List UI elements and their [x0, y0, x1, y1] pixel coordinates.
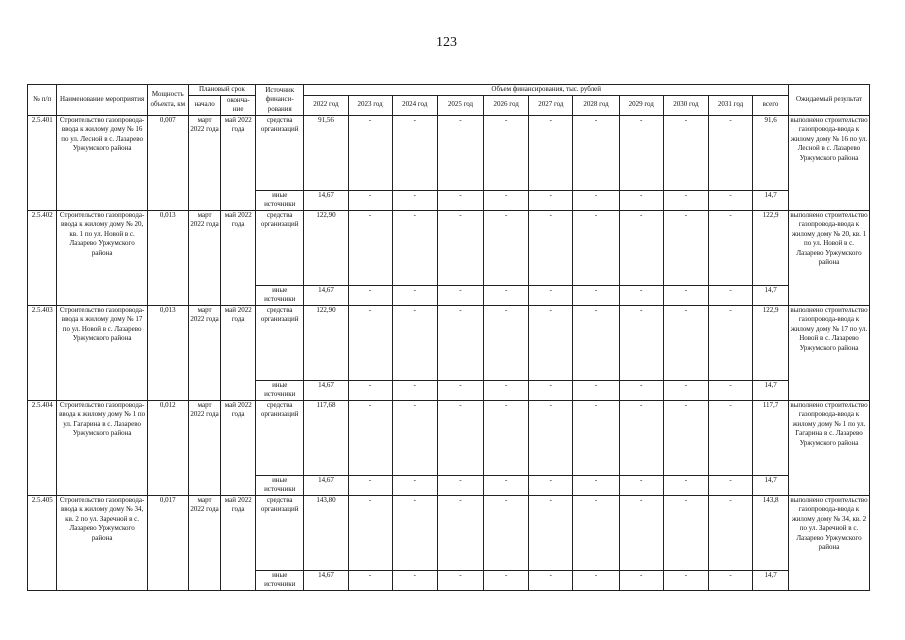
- row-value-year: -: [392, 305, 437, 380]
- row-capacity: 0,013: [147, 305, 188, 400]
- row-value-year: -: [348, 570, 392, 590]
- row-capacity: 0,013: [147, 210, 188, 305]
- table-row: [28, 400, 870, 475]
- row-value-year: -: [437, 115, 483, 190]
- row-value-year: -: [437, 475, 483, 495]
- row-value-2022: 122,90: [304, 210, 348, 285]
- row-value-year: -: [573, 400, 619, 475]
- row-start: март 2022 года: [188, 210, 221, 305]
- header-year: 2031 год: [708, 95, 752, 115]
- row-value-year: -: [573, 210, 619, 285]
- row-value-year: -: [573, 190, 619, 210]
- row-value-year: -: [663, 190, 708, 210]
- table-row: [28, 495, 870, 570]
- row-value-year: -: [392, 495, 437, 570]
- row-value-year: -: [392, 400, 437, 475]
- row-total: 14,7: [753, 475, 789, 495]
- row-result: выполнено строительство газопровода-ввода к жилому дому № 17 по ул. Новой в с. Лазарево Уржумского района: [789, 305, 870, 400]
- header-name: Наименование мероприятия: [57, 85, 147, 116]
- row-value-year: -: [529, 380, 573, 400]
- row-value-year: -: [529, 475, 573, 495]
- row-source: иные источники: [256, 570, 304, 590]
- row-value-year: -: [619, 305, 663, 380]
- row-value-year: -: [573, 475, 619, 495]
- row-value-2022: 117,68: [304, 400, 348, 475]
- row-value-year: -: [348, 190, 392, 210]
- row-value-year: -: [392, 190, 437, 210]
- row-result: выполнено строительство газопровода-ввода к жилому дому № 1 по ул. Гагарина в с. Лазарево Уржумского района: [789, 400, 870, 495]
- row-value-year: -: [619, 190, 663, 210]
- header-volume: Объем финансирования, тыс. рублей: [304, 85, 789, 96]
- row-value-year: -: [663, 115, 708, 190]
- row-value-year: -: [708, 210, 752, 285]
- row-value-year: -: [619, 495, 663, 570]
- row-total: 14,7: [753, 380, 789, 400]
- row-source: средства организаций: [256, 495, 304, 570]
- financing-table: [27, 84, 870, 591]
- row-value-year: -: [392, 285, 437, 305]
- row-value-year: -: [392, 380, 437, 400]
- row-source: средства организаций: [256, 400, 304, 475]
- header-num: № п/п: [28, 85, 57, 116]
- header-end: оконча-ние: [221, 95, 256, 115]
- row-value-2022: 14,67: [304, 380, 348, 400]
- row-value-year: -: [663, 380, 708, 400]
- row-value-year: -: [708, 570, 752, 590]
- row-value-year: -: [573, 380, 619, 400]
- row-value-year: -: [663, 285, 708, 305]
- row-value-year: -: [484, 380, 529, 400]
- row-name: Строительство газопровода-ввода к жилому дому № 34, кв. 2 по ул. Заречной в с. Лазарево Уржумского района: [57, 495, 147, 590]
- row-result: выполнено строительство газопровода-ввода к жилому дому № 16 по ул. Лесной в с. Лазарево Уржумского района: [789, 115, 870, 210]
- row-total: 14,7: [753, 190, 789, 210]
- row-value-year: -: [437, 570, 483, 590]
- row-value-year: -: [529, 570, 573, 590]
- header-year: 2022 год: [304, 95, 348, 115]
- row-total: 91,6: [753, 115, 789, 190]
- row-value-year: -: [484, 400, 529, 475]
- row-value-year: -: [708, 495, 752, 570]
- row-start: март 2022 года: [188, 115, 221, 210]
- row-value-year: -: [437, 400, 483, 475]
- row-number: 2.5.403: [28, 305, 57, 400]
- row-number: 2.5.404: [28, 400, 57, 495]
- row-value-year: -: [663, 400, 708, 475]
- row-number: 2.5.402: [28, 210, 57, 305]
- row-capacity: 0,007: [147, 115, 188, 210]
- row-value-year: -: [437, 210, 483, 285]
- row-number: 2.5.401: [28, 115, 57, 210]
- header-year: 2030 год: [663, 95, 708, 115]
- row-value-year: -: [484, 285, 529, 305]
- row-source: средства организаций: [256, 115, 304, 190]
- row-value-year: -: [484, 495, 529, 570]
- row-source: иные источники: [256, 190, 304, 210]
- row-value-year: -: [529, 495, 573, 570]
- row-value-year: -: [529, 285, 573, 305]
- row-value-year: -: [392, 115, 437, 190]
- row-value-year: -: [573, 305, 619, 380]
- row-start: март 2022 года: [188, 400, 221, 495]
- row-total: 122,9: [753, 210, 789, 285]
- row-value-year: -: [392, 210, 437, 285]
- table-row: [28, 305, 870, 380]
- row-total: 143,8: [753, 495, 789, 570]
- row-value-year: -: [392, 475, 437, 495]
- row-total: 122,9: [753, 305, 789, 380]
- row-value-year: -: [708, 400, 752, 475]
- header-result: Ожидаемый результат: [789, 85, 870, 116]
- row-value-year: -: [663, 570, 708, 590]
- row-value-year: -: [392, 570, 437, 590]
- row-value-year: -: [529, 305, 573, 380]
- row-value-year: -: [708, 305, 752, 380]
- header-start: начало: [188, 95, 221, 115]
- header-year: 2028 год: [573, 95, 619, 115]
- row-value-2022: 143,80: [304, 495, 348, 570]
- row-value-2022: 91,56: [304, 115, 348, 190]
- row-value-year: -: [619, 210, 663, 285]
- page-number: 123: [436, 35, 457, 50]
- row-value-year: -: [348, 210, 392, 285]
- row-value-year: -: [529, 400, 573, 475]
- row-value-year: -: [708, 380, 752, 400]
- row-result: выполнено строительство газопровода-ввода к жилому дому № 20, кв. 1 по ул. Новой в с. Лазарево Уржумского района: [789, 210, 870, 305]
- row-total: 117,7: [753, 400, 789, 475]
- row-source: иные источники: [256, 475, 304, 495]
- header-year: 2026 год: [484, 95, 529, 115]
- row-end: май 2022 года: [221, 210, 256, 305]
- row-source: средства организаций: [256, 210, 304, 285]
- row-source: средства организаций: [256, 305, 304, 380]
- row-value-year: -: [484, 570, 529, 590]
- row-capacity: 0,017: [147, 495, 188, 590]
- row-value-year: -: [663, 305, 708, 380]
- row-value-year: -: [619, 570, 663, 590]
- row-value-year: -: [529, 190, 573, 210]
- header-year: 2025 год: [437, 95, 483, 115]
- row-value-year: -: [619, 285, 663, 305]
- row-value-year: -: [437, 305, 483, 380]
- row-value-year: -: [573, 285, 619, 305]
- row-value-2022: 14,67: [304, 475, 348, 495]
- row-value-year: -: [619, 115, 663, 190]
- row-value-year: -: [708, 115, 752, 190]
- table-row: [28, 115, 870, 190]
- row-value-year: -: [619, 400, 663, 475]
- row-value-year: -: [619, 380, 663, 400]
- row-number: 2.5.405: [28, 495, 57, 590]
- row-end: май 2022 года: [221, 400, 256, 495]
- row-value-2022: 14,67: [304, 190, 348, 210]
- row-value-year: -: [484, 190, 529, 210]
- row-value-year: -: [484, 210, 529, 285]
- row-total: 14,7: [753, 570, 789, 590]
- row-value-year: -: [663, 495, 708, 570]
- row-name: Строительство газопровода-ввода к жилому дому № 20, кв. 1 по ул. Новой в с. Лазарево Уржумского района: [57, 210, 147, 305]
- row-start: март 2022 года: [188, 305, 221, 400]
- row-value-year: -: [348, 495, 392, 570]
- header-year: 2024 год: [392, 95, 437, 115]
- header-year: 2027 год: [529, 95, 573, 115]
- header-year: 2029 год: [619, 95, 663, 115]
- row-value-year: -: [663, 475, 708, 495]
- row-value-2022: 14,67: [304, 570, 348, 590]
- row-value-year: -: [437, 495, 483, 570]
- row-value-year: -: [573, 570, 619, 590]
- header-year: 2023 год: [348, 95, 392, 115]
- table-body: [28, 115, 870, 590]
- header-row-1: [28, 85, 870, 96]
- row-value-year: -: [348, 285, 392, 305]
- table-row: [28, 210, 870, 285]
- row-value-year: -: [484, 115, 529, 190]
- row-source: иные источники: [256, 285, 304, 305]
- row-source: иные источники: [256, 380, 304, 400]
- row-value-2022: 122,90: [304, 305, 348, 380]
- row-end: май 2022 года: [221, 495, 256, 590]
- row-value-year: -: [348, 475, 392, 495]
- row-result: выполнено строительство газопровода-ввода к жилому дому № 34, кв. 2 по ул. Заречной в с. Лазарево Уржумского района: [789, 495, 870, 590]
- row-value-year: -: [708, 285, 752, 305]
- header-capacity: Мощность объекта, км: [147, 85, 188, 116]
- header-source: Источник финанси-рования: [256, 85, 304, 116]
- row-value-2022: 14,67: [304, 285, 348, 305]
- row-value-year: -: [708, 475, 752, 495]
- row-value-year: -: [573, 495, 619, 570]
- row-value-year: -: [573, 115, 619, 190]
- row-total: 14,7: [753, 285, 789, 305]
- row-value-year: -: [437, 285, 483, 305]
- header-total: всего: [753, 95, 789, 115]
- row-name: Строительство газопровода-ввода к жилому дому № 16 по ул. Лесной в с. Лазарево Уржумского района: [57, 115, 147, 210]
- row-value-year: -: [484, 305, 529, 380]
- row-capacity: 0,012: [147, 400, 188, 495]
- row-value-year: -: [437, 190, 483, 210]
- row-name: Строительство газопровода-ввода к жилому дому № 1 по ул. Гагарина в с. Лазарево Уржумского района: [57, 400, 147, 495]
- row-start: март 2022 года: [188, 495, 221, 590]
- row-value-year: -: [484, 475, 529, 495]
- row-value-year: -: [437, 380, 483, 400]
- row-end: май 2022 года: [221, 115, 256, 210]
- row-value-year: -: [663, 210, 708, 285]
- row-value-year: -: [348, 305, 392, 380]
- row-end: май 2022 года: [221, 305, 256, 400]
- row-value-year: -: [348, 380, 392, 400]
- row-value-year: -: [529, 115, 573, 190]
- row-value-year: -: [348, 115, 392, 190]
- header-planned: Плановый срок: [188, 85, 255, 96]
- row-value-year: -: [708, 190, 752, 210]
- row-value-year: -: [619, 475, 663, 495]
- row-name: Строительство газопровода-ввода к жилому дому № 17 по ул. Новой в с. Лазарево Уржумского района: [57, 305, 147, 400]
- row-value-year: -: [529, 210, 573, 285]
- row-value-year: -: [348, 400, 392, 475]
